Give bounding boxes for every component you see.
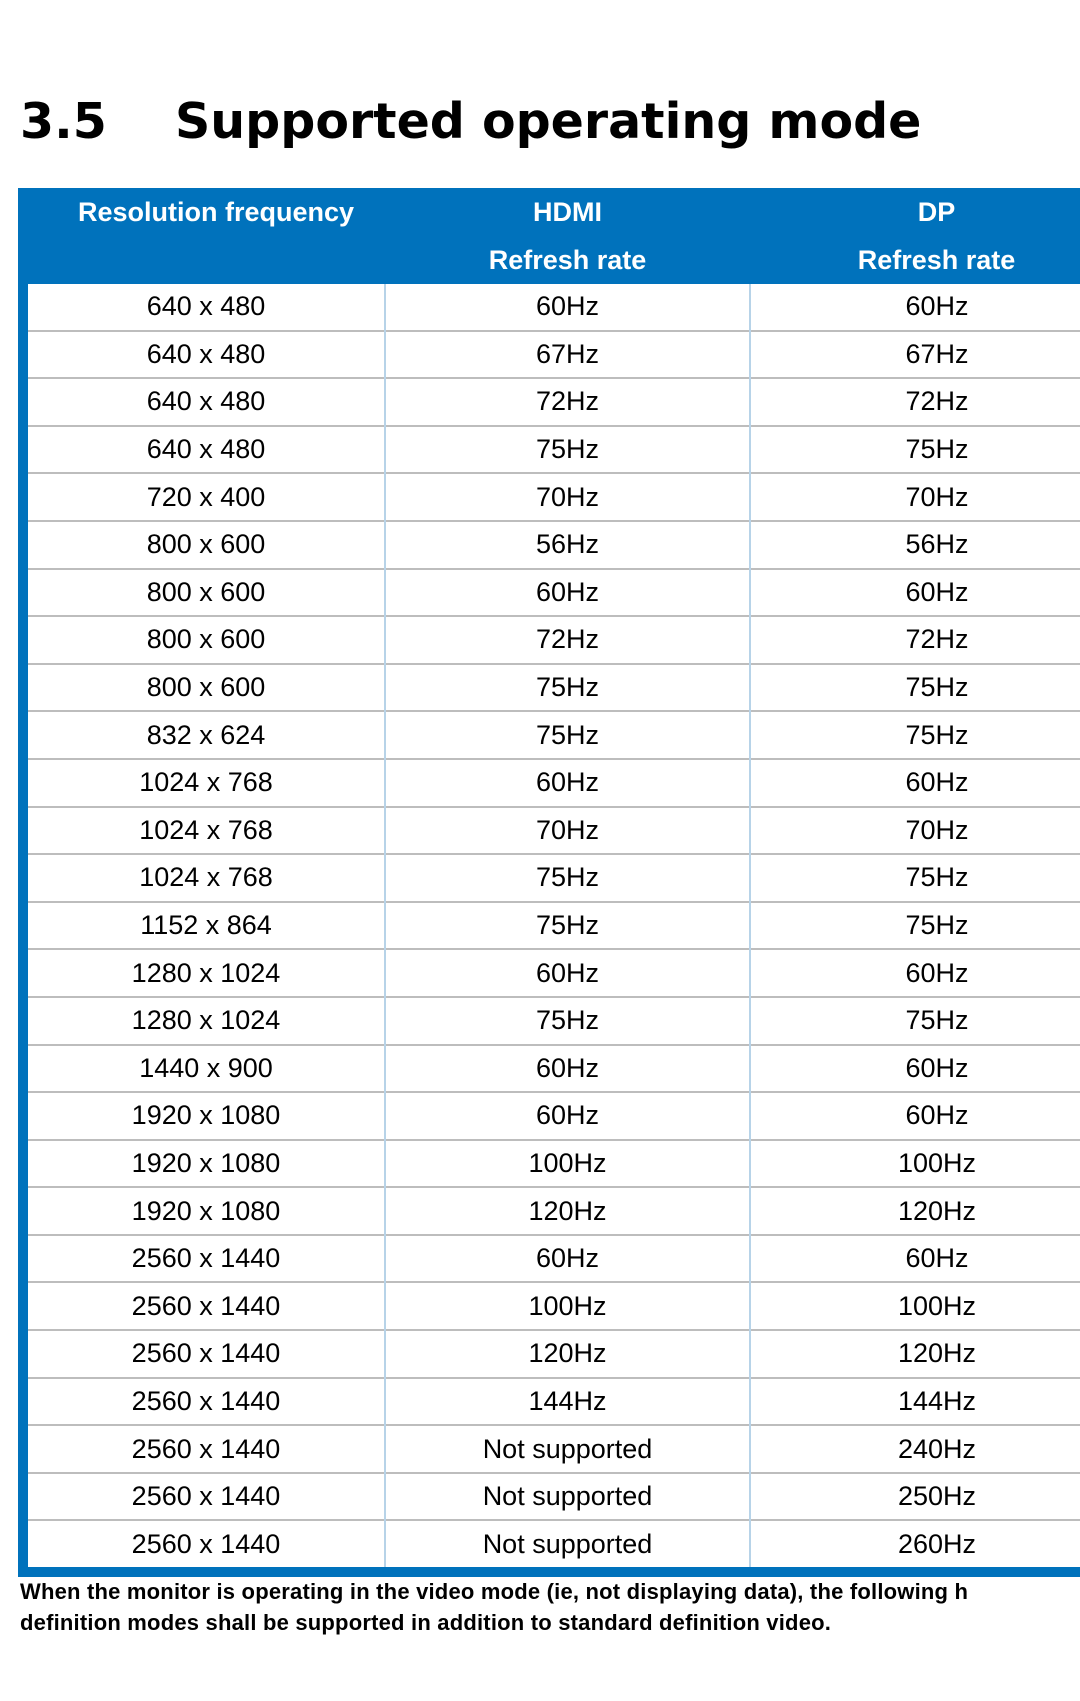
dp-refresh-cell: 260Hz — [750, 1520, 1080, 1572]
dp-refresh-cell: 60Hz — [750, 1092, 1080, 1140]
hdmi-refresh-cell: 75Hz — [385, 997, 750, 1045]
resolution-cell: 720 x 400 — [23, 473, 385, 521]
hdmi-refresh-cell: 70Hz — [385, 807, 750, 855]
hdmi-refresh-cell: 72Hz — [385, 616, 750, 664]
resolution-cell: 800 x 600 — [23, 569, 385, 617]
hdmi-refresh-cell: 60Hz — [385, 1092, 750, 1140]
hdmi-refresh-cell: 60Hz — [385, 569, 750, 617]
table-header-row — [23, 188, 1080, 236]
dp-refresh-cell: 100Hz — [750, 1282, 1080, 1330]
dp-refresh-cell: 60Hz — [750, 759, 1080, 807]
dp-refresh-cell: 75Hz — [750, 426, 1080, 474]
resolution-cell: 2560 x 1440 — [23, 1378, 385, 1426]
resolution-cell: 1024 x 768 — [23, 807, 385, 855]
dp-refresh-cell: 75Hz — [750, 997, 1080, 1045]
dp-refresh-cell: 60Hz — [750, 1235, 1080, 1283]
dp-refresh-cell: 75Hz — [750, 711, 1080, 759]
hdmi-refresh-cell: 75Hz — [385, 711, 750, 759]
resolution-cell: 1920 x 1080 — [23, 1140, 385, 1188]
hdmi-refresh-cell: 100Hz — [385, 1282, 750, 1330]
dp-refresh-cell: 144Hz — [750, 1378, 1080, 1426]
resolution-cell: 640 x 480 — [23, 331, 385, 379]
table-row — [23, 807, 1080, 855]
table-row — [23, 949, 1080, 997]
hdmi-refresh-cell: 60Hz — [385, 759, 750, 807]
resolution-cell: 1152 x 864 — [23, 902, 385, 950]
table-subheader-row — [23, 236, 1080, 284]
hdmi-refresh-cell: 75Hz — [385, 854, 750, 902]
table-row — [23, 1187, 1080, 1235]
header-dp: DP — [750, 188, 1080, 236]
resolution-cell: 1024 x 768 — [23, 854, 385, 902]
hdmi-refresh-cell: 120Hz — [385, 1330, 750, 1378]
table-row — [23, 1140, 1080, 1188]
resolution-cell: 800 x 600 — [23, 616, 385, 664]
resolution-cell: 2560 x 1440 — [23, 1330, 385, 1378]
table-row — [23, 521, 1080, 569]
resolution-cell: 2560 x 1440 — [23, 1282, 385, 1330]
dp-refresh-cell: 75Hz — [750, 664, 1080, 712]
resolution-cell: 1920 x 1080 — [23, 1187, 385, 1235]
hdmi-refresh-cell: 72Hz — [385, 378, 750, 426]
hdmi-refresh-cell: 56Hz — [385, 521, 750, 569]
dp-refresh-cell: 250Hz — [750, 1473, 1080, 1521]
resolution-cell: 1280 x 1024 — [23, 949, 385, 997]
hdmi-refresh-cell: 144Hz — [385, 1378, 750, 1426]
dp-refresh-cell: 100Hz — [750, 1140, 1080, 1188]
subheader-hdmi-refresh: Refresh rate — [385, 236, 750, 284]
note-line-2: definition modes shall be supported in addition to standard definition video. — [20, 1610, 832, 1635]
dp-refresh-cell: 75Hz — [750, 854, 1080, 902]
resolution-cell: 2560 x 1440 — [23, 1520, 385, 1572]
resolution-cell: 640 x 480 — [23, 378, 385, 426]
table-row — [23, 902, 1080, 950]
table-row — [23, 1045, 1080, 1093]
subheader-dp-refresh: Refresh rate — [750, 236, 1080, 284]
table-row — [23, 1282, 1080, 1330]
table-row — [23, 1092, 1080, 1140]
resolution-cell: 1440 x 900 — [23, 1045, 385, 1093]
table-row — [23, 1330, 1080, 1378]
table-row — [23, 284, 1080, 331]
dp-refresh-cell: 60Hz — [750, 1045, 1080, 1093]
table-row — [23, 331, 1080, 379]
resolution-cell: 1920 x 1080 — [23, 1092, 385, 1140]
hdmi-refresh-cell: 60Hz — [385, 284, 750, 331]
table-row — [23, 854, 1080, 902]
table-row — [23, 378, 1080, 426]
hdmi-refresh-cell: Not supported — [385, 1520, 750, 1572]
table-row — [23, 1520, 1080, 1572]
dp-refresh-cell: 72Hz — [750, 378, 1080, 426]
dp-refresh-cell: 67Hz — [750, 331, 1080, 379]
resolution-cell: 1280 x 1024 — [23, 997, 385, 1045]
header-resolution: Resolution frequency — [23, 188, 385, 236]
hdmi-refresh-cell: 60Hz — [385, 949, 750, 997]
note-line-1: When the monitor is operating in the video mode (ie, not displaying data), the following h — [20, 1579, 969, 1604]
supported-modes-table — [18, 188, 1080, 1577]
hdmi-refresh-cell: Not supported — [385, 1473, 750, 1521]
hdmi-refresh-cell: 60Hz — [385, 1235, 750, 1283]
table-row — [23, 711, 1080, 759]
table-row — [23, 569, 1080, 617]
section-heading — [20, 92, 921, 152]
resolution-cell: 640 x 480 — [23, 426, 385, 474]
dp-refresh-cell: 56Hz — [750, 521, 1080, 569]
dp-refresh-cell: 60Hz — [750, 284, 1080, 331]
resolution-cell: 1024 x 768 — [23, 759, 385, 807]
dp-refresh-cell: 70Hz — [750, 807, 1080, 855]
table-row — [23, 616, 1080, 664]
section-title: Supported operating mode — [175, 93, 922, 150]
dp-refresh-cell: 120Hz — [750, 1330, 1080, 1378]
hdmi-refresh-cell: 60Hz — [385, 1045, 750, 1093]
dp-refresh-cell: 240Hz — [750, 1425, 1080, 1473]
resolution-cell: 2560 x 1440 — [23, 1235, 385, 1283]
hdmi-refresh-cell: 100Hz — [385, 1140, 750, 1188]
dp-refresh-cell: 75Hz — [750, 902, 1080, 950]
table-row — [23, 664, 1080, 712]
hdmi-refresh-cell: Not supported — [385, 1425, 750, 1473]
hdmi-refresh-cell: 67Hz — [385, 331, 750, 379]
section-number: 3.5 — [20, 93, 107, 150]
hdmi-refresh-cell: 70Hz — [385, 473, 750, 521]
subheader-resolution — [23, 236, 385, 284]
table-row — [23, 1378, 1080, 1426]
table-row — [23, 473, 1080, 521]
resolution-cell: 832 x 624 — [23, 711, 385, 759]
table-body — [23, 284, 1080, 1572]
table-row — [23, 1425, 1080, 1473]
dp-refresh-cell: 70Hz — [750, 473, 1080, 521]
dp-refresh-cell: 120Hz — [750, 1187, 1080, 1235]
table-row — [23, 1473, 1080, 1521]
resolution-cell: 2560 x 1440 — [23, 1473, 385, 1521]
resolution-cell: 640 x 480 — [146, 291, 266, 322]
hdmi-refresh-cell: 120Hz — [385, 1187, 750, 1235]
dp-refresh-cell: 72Hz — [750, 616, 1080, 664]
table-row — [23, 1235, 1080, 1283]
video-mode-note — [20, 1576, 1080, 1638]
dp-refresh-cell: 60Hz — [750, 569, 1080, 617]
table-row — [23, 759, 1080, 807]
table-row — [23, 426, 1080, 474]
resolution-cell: 2560 x 1440 — [23, 1425, 385, 1473]
hdmi-refresh-cell: 75Hz — [385, 664, 750, 712]
hdmi-refresh-cell: 75Hz — [385, 426, 750, 474]
dp-refresh-cell: 60Hz — [750, 949, 1080, 997]
hdmi-refresh-cell: 75Hz — [385, 902, 750, 950]
resolution-cell: 800 x 600 — [23, 664, 385, 712]
table-row — [23, 997, 1080, 1045]
header-hdmi: HDMI — [385, 188, 750, 236]
resolution-cell: 800 x 600 — [23, 521, 385, 569]
